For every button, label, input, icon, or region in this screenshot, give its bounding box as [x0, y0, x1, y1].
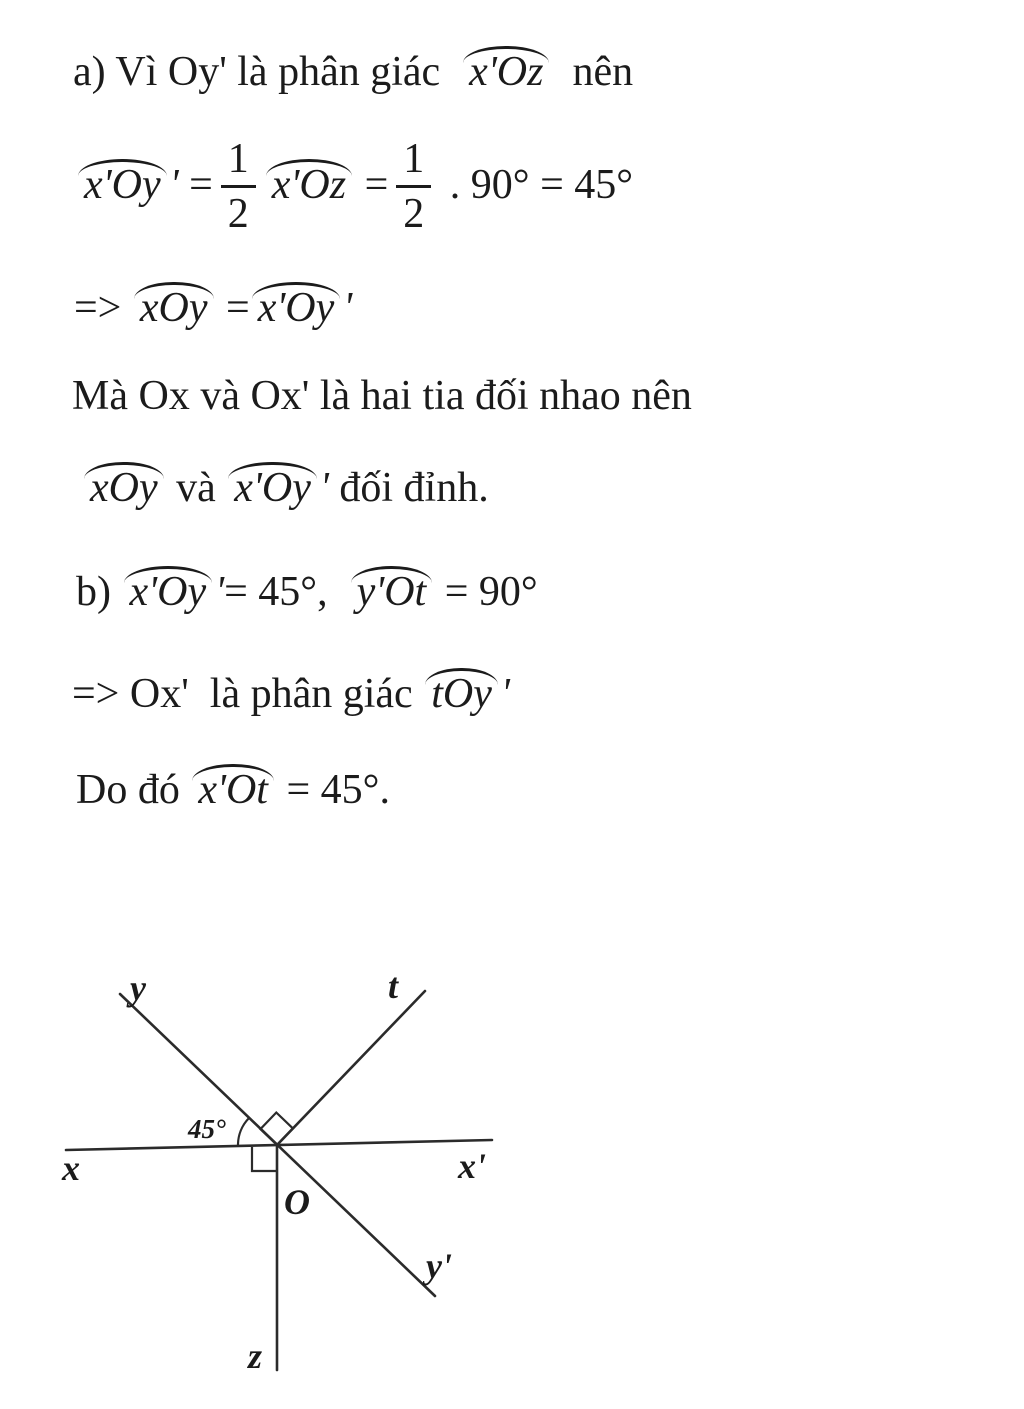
angle-value-label: 45°: [188, 1114, 226, 1144]
prime-mark: ': [343, 285, 353, 331]
math-text: = 90°: [434, 569, 538, 615]
angle-name: x'Oy: [127, 570, 210, 614]
angle-arc-45: [238, 1118, 249, 1146]
fraction: [396, 136, 431, 235]
angle-name: xOy: [137, 286, 211, 330]
ray-label-y-prime: y': [426, 1246, 452, 1286]
ray-label-x-prime: x': [458, 1146, 487, 1186]
ray-t: [277, 991, 425, 1145]
math-text: =: [215, 285, 250, 331]
origin-label: O: [284, 1182, 310, 1222]
prime-mark: ': [215, 569, 225, 615]
angle-name: y'Ot: [354, 570, 430, 614]
math-text: Do đó: [76, 767, 191, 813]
math-text: a) Vì Oy' là phân giác: [73, 49, 462, 95]
right-angle-marker-yOt: [260, 1113, 293, 1146]
fraction-numerator: 1: [396, 136, 431, 188]
math-text: => Ox' là phân giác: [72, 671, 424, 717]
prime-mark: ': [500, 671, 510, 717]
prime-mark: ': [319, 465, 329, 511]
angle-name: x'Ot: [195, 768, 271, 812]
math-text: =>: [74, 285, 132, 331]
math-text: nên: [551, 49, 634, 95]
solution-line-a-equality: [74, 280, 352, 336]
math-text: = 45°.: [275, 767, 390, 813]
geometry-figure: [50, 958, 520, 1408]
angle-name: x'Oz: [466, 50, 546, 94]
angle-name: xOy: [87, 466, 161, 510]
angle-name: x'Oy: [255, 286, 338, 330]
solution-line-a-intro: [73, 44, 633, 100]
solution-line-b-given: [76, 564, 538, 620]
angle-name: tOy: [428, 672, 495, 716]
ray-label-y: y: [130, 968, 146, 1008]
fraction-numerator: 1: [221, 136, 256, 188]
prime-mark: ': [169, 162, 179, 209]
geometry-figure-svg: [50, 958, 520, 1408]
solution-line-b-conclusion: [76, 762, 390, 818]
angle-name: x'Oz: [269, 163, 349, 207]
ray-label-x: x: [62, 1148, 80, 1188]
fraction-denominator: 2: [403, 191, 425, 237]
solution-line-a-equation: [76, 136, 633, 235]
math-text: . 90° = 45°: [439, 162, 634, 209]
math-text: Mà Ox và Ox' là hai tia đối nhao nên: [72, 373, 692, 419]
ray-label-z: z: [248, 1336, 263, 1376]
solution-line-a-vertical-angles: [82, 460, 489, 516]
solution-line-b-bisector: [72, 666, 510, 722]
math-text: =: [354, 162, 389, 209]
angle-name: x'Oy: [81, 163, 164, 207]
fraction: [221, 136, 256, 235]
fraction-denominator: 2: [227, 191, 249, 237]
math-text: đối đỉnh.: [328, 465, 489, 511]
math-text: b): [76, 569, 122, 615]
right-angle-marker-xOz: [252, 1147, 276, 1171]
solution-line-a-opposite-rays: [72, 368, 692, 424]
math-text: =: [178, 162, 213, 209]
math-text: và: [165, 465, 227, 511]
math-text: = 45°,: [224, 569, 349, 615]
angle-name: x'Oy: [231, 466, 314, 510]
ray-label-t: t: [388, 966, 399, 1006]
